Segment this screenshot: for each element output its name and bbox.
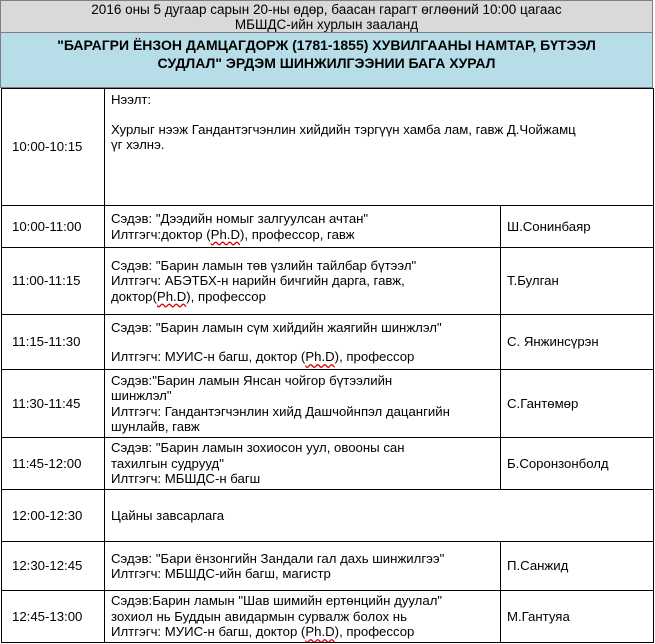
description-line (111, 108, 647, 122)
schedule-row (2, 206, 654, 248)
description-line: Илтгэгч: МУИС-н багш, доктор (Ph.D), профессор (111, 624, 415, 640)
conference-title (0, 33, 653, 88)
description-line: Сэдэв: "Барин ламын сүм хийдийн жаягийн шинжлэл" (111, 319, 442, 335)
description-line: тахилгын судрууд" (111, 455, 224, 471)
session-description (105, 542, 501, 591)
session-time: 12:30-12:45 (2, 542, 105, 591)
schedule-row (2, 591, 654, 643)
session-time: 11:45-12:00 (2, 438, 105, 490)
session-time: 12:00-12:30 (2, 490, 105, 542)
description-line: Цайны завсарлага (111, 507, 225, 523)
session-description (105, 370, 501, 438)
description-line: шинжлэл" (111, 388, 172, 403)
description-line: Сэдэв: "Барин ламын зохиосон уул, овооны сан (111, 440, 405, 456)
session-time: 10:00-10:15 (2, 89, 105, 206)
description-line: Илтгэгч: МУИС-н багш, доктор (Ph.D), профессор (111, 349, 415, 364)
description-line: Сэдэв:"Барин ламын Янсан чойгор бүтээлийн (111, 372, 393, 388)
session-description (105, 248, 501, 315)
conference-title-line-1: "БАРАГРИ ЁНЗОН ДАМЦАГДОРЖ (1781-1855) ХУВИЛГААНЫ НАМТАР, БҮТЭЭЛ (57, 37, 596, 53)
speaker-name: М.Гантуяа (501, 591, 654, 643)
session-description (105, 315, 501, 370)
description-line: Сэдэв:Барин ламын "Шав шимийн ертөнцийн дуулал" (111, 593, 443, 609)
session-time: 12:45-13:00 (2, 591, 105, 643)
session-description (105, 591, 501, 643)
schedule-row (2, 248, 654, 315)
description-line: Сэдэв: "Дээдийн номыг залгуулсан ачтан" (111, 211, 369, 226)
description-line: үг хэлнэ. (111, 137, 165, 152)
schedule-row (2, 542, 654, 591)
schedule-table (1, 88, 654, 643)
description-line: Илтгэгч: АБЭТБХ-н нарийн бичгийн дарга, гавж, (111, 273, 405, 289)
session-description (105, 490, 654, 542)
schedule-row (2, 315, 654, 370)
session-time: 10:00-11:00 (2, 206, 105, 248)
description-line: Сэдэв: "Бари ёнзонгийн Зандали гал дахь шинжилгээ" (111, 550, 445, 566)
description-line: Илтгэгч: Гандантэгчэнлин хийд Дашчойнпэл дацангийн (111, 403, 450, 419)
description-line: шунлайв, гавж (111, 419, 200, 434)
conference-title-line-2: СУДЛАЛ" ЭРДЭМ ШИНЖИЛГЭЭНИИ БАГА ХУРАЛ (157, 55, 496, 71)
speaker-name: Т.Булган (501, 248, 654, 315)
description-line: зохиол нь Буддын авидармын сурвалж болох нь (111, 608, 407, 624)
schedule-row (2, 438, 654, 490)
speaker-name: П.Санжид (501, 542, 654, 591)
description-line: Сэдэв: "Барин ламын төв үзлийн тайлбар бүтээл" (111, 257, 417, 273)
session-time: 11:00-11:15 (2, 248, 105, 315)
description-line: Илтгэгч: МБШДС-ийн багш, магистр (111, 566, 331, 581)
event-info-banner (0, 0, 653, 33)
schedule-row (2, 89, 654, 206)
schedule-row (2, 490, 654, 542)
description-line: Илтгэгч:доктор (Ph.D), профессор, гавж (111, 226, 355, 242)
session-time: 11:30-11:45 (2, 370, 105, 438)
speaker-name: Б.Соронзонболд (501, 438, 654, 490)
session-description (105, 89, 654, 206)
speaker-name: С. Янжинсүрэн (501, 315, 654, 370)
description-line: Хурлыг нээж Гандантэгчэнлин хийдийн тэргүүн хамба лам, гавж Д.Чойжамц (111, 121, 576, 137)
session-description (105, 438, 501, 490)
speaker-name: Ш.Сонинбаяр (501, 206, 654, 248)
description-line: доктор(Ph.D), профессор (111, 288, 266, 304)
description-line: Илтгэгч: МБШДС-н багш (111, 471, 261, 487)
description-line: Нээлт: (111, 92, 152, 107)
description-line (111, 335, 494, 349)
event-venue-line: МБШДС-ийн хурлын зааланд (234, 17, 419, 32)
session-time: 11:15-11:30 (2, 315, 105, 370)
event-date-line: 2016 оны 5 дугаар сарын 20-ны өдөр, баасан гарагт өглөөний 10:00 цагаас (91, 2, 562, 17)
schedule-row (2, 370, 654, 438)
session-description (105, 206, 501, 248)
speaker-name: С.Гантөмөр (501, 370, 654, 438)
